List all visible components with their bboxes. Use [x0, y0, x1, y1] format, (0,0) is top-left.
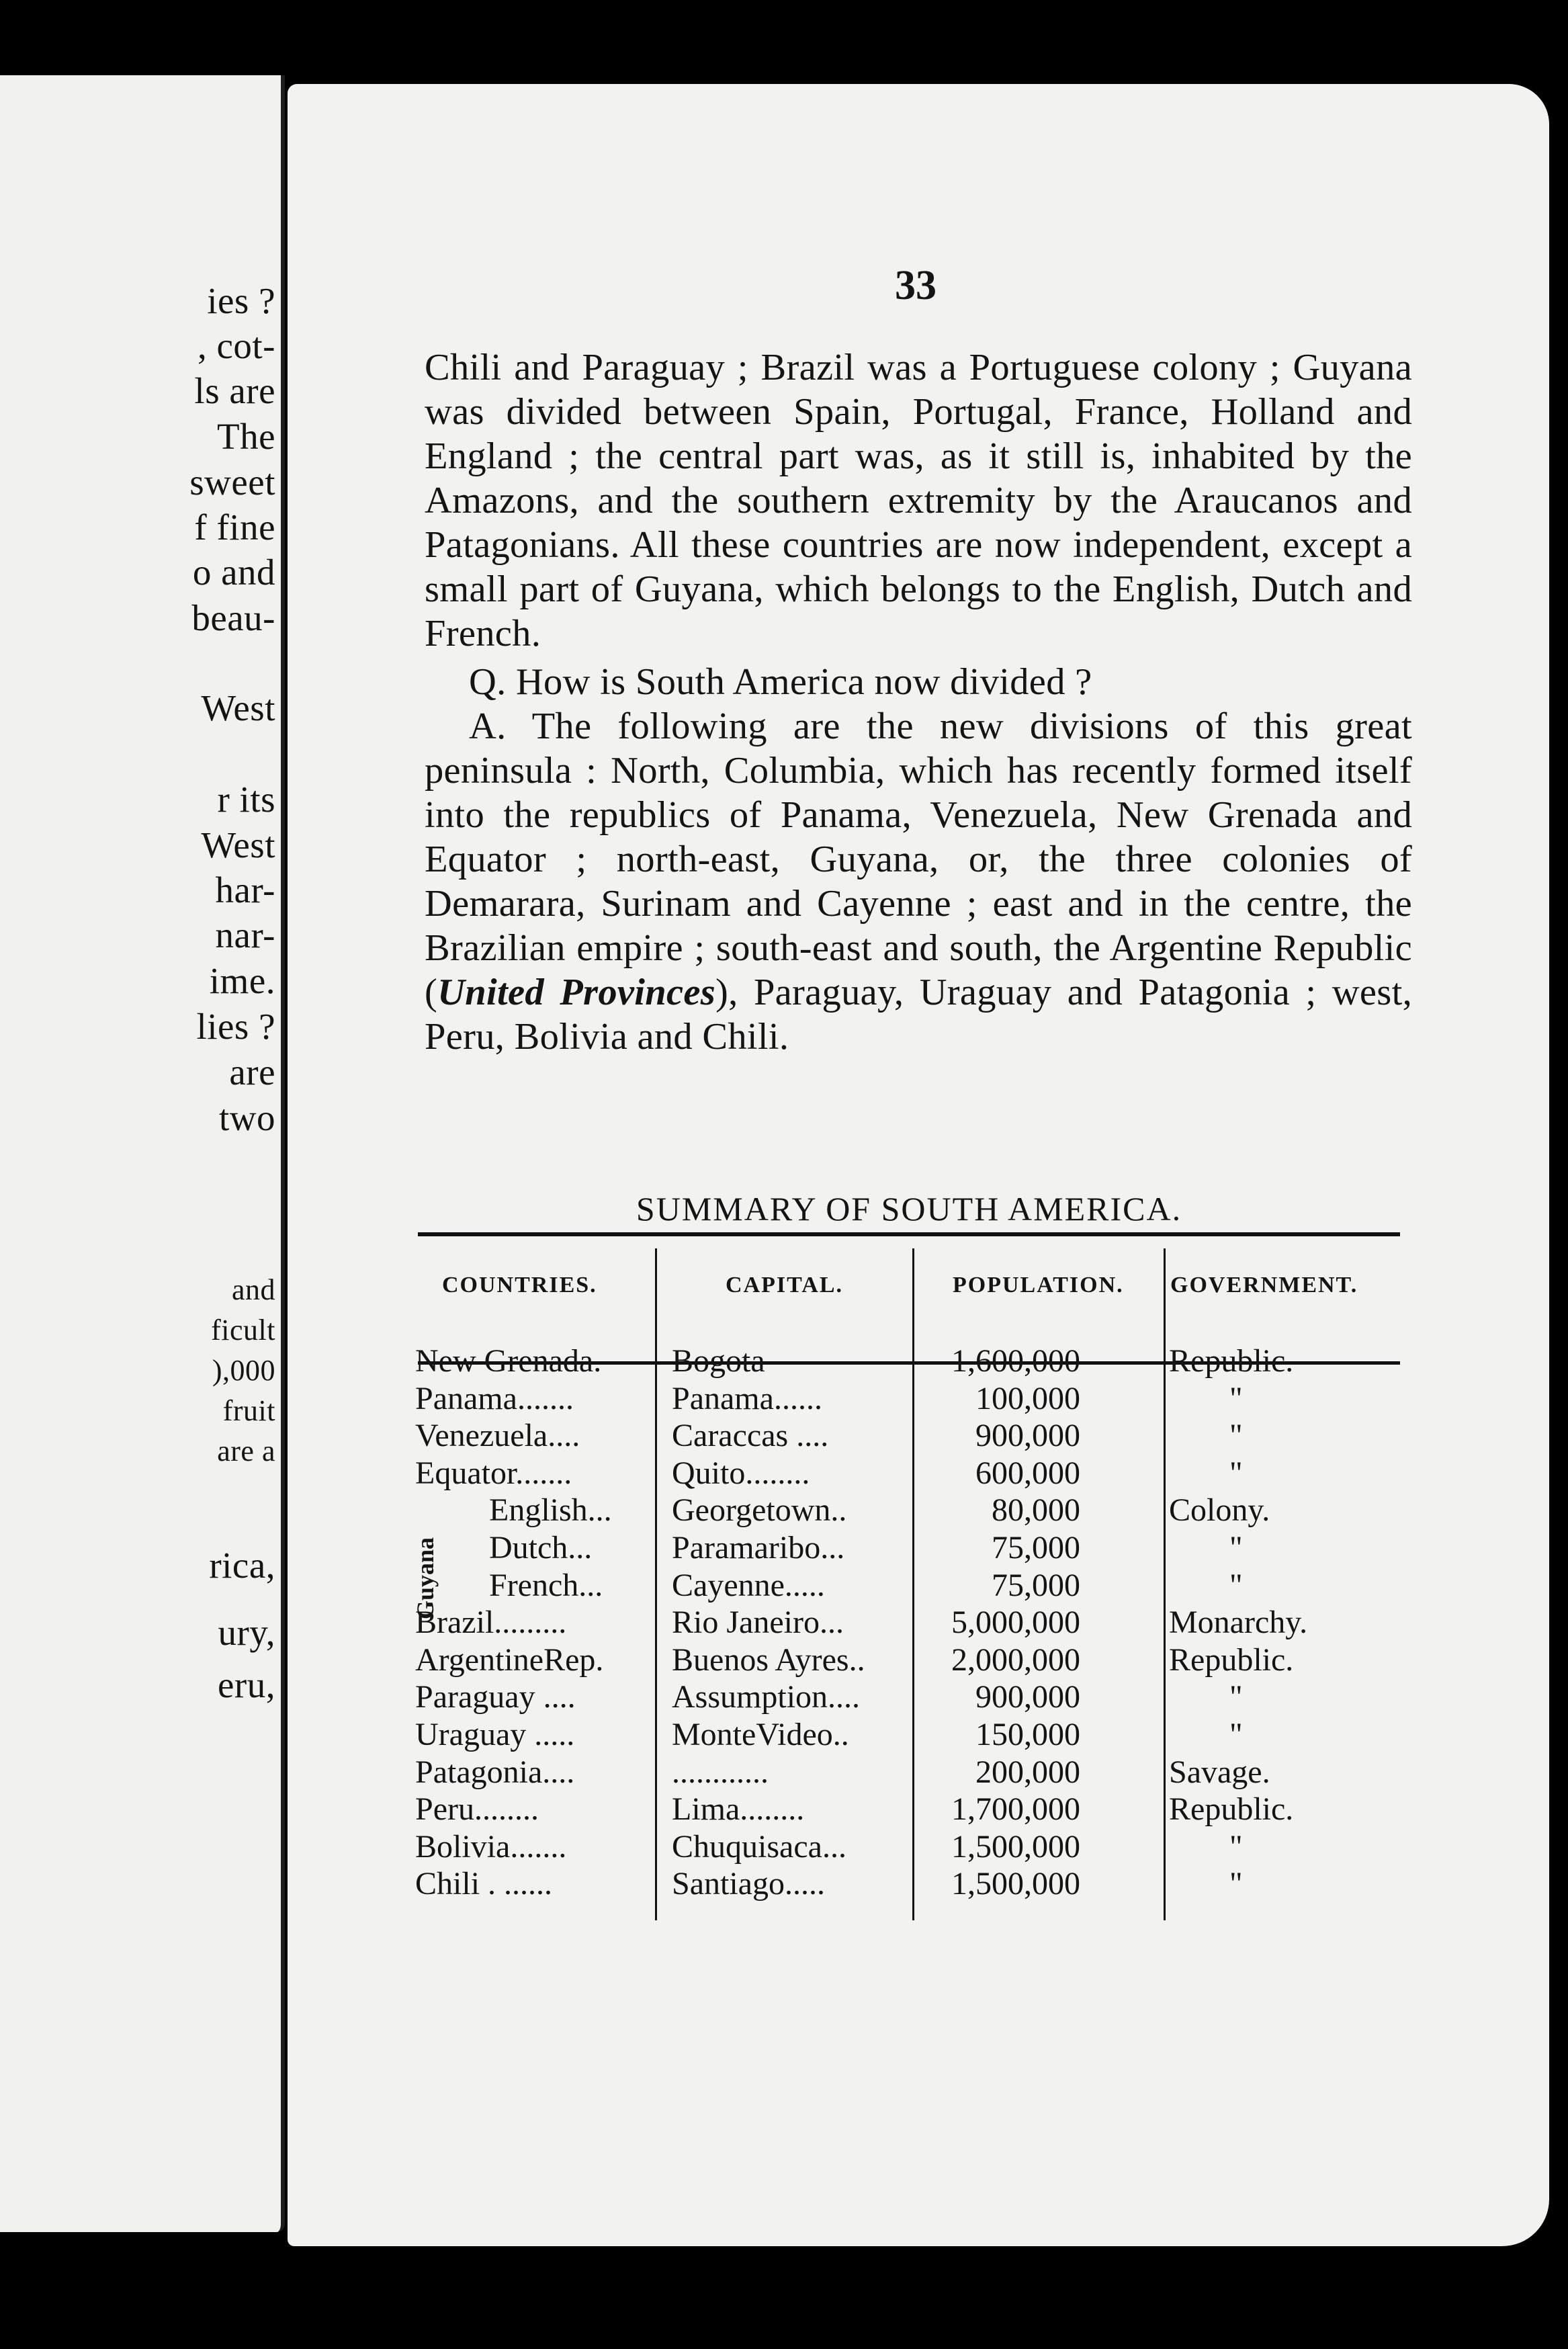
table-row	[415, 1678, 1405, 1716]
answer	[425, 704, 1412, 1059]
cell-country: Dutch...	[489, 1530, 593, 1566]
cell-capital: Buenos Ayres..	[672, 1641, 865, 1678]
cell-government: Monarchy.	[1169, 1605, 1308, 1641]
table-row	[415, 1754, 1405, 1791]
cell-country: Paraguay ....	[415, 1679, 576, 1715]
cell-government: Colony.	[1169, 1492, 1270, 1529]
cell-capital: Santiago.....	[672, 1866, 825, 1902]
left-page-fragment: ),000	[212, 1354, 275, 1387]
cell-capital: Lima........	[672, 1791, 805, 1828]
left-page-fragment: rica,	[209, 1545, 275, 1586]
cell-population: 100,000	[975, 1380, 1080, 1416]
cell-capital: Paramaribo...	[672, 1530, 845, 1566]
cell-population: 900,000	[975, 1418, 1080, 1454]
cell-government: "	[1229, 1380, 1243, 1416]
cell-population: 75,000	[992, 1530, 1080, 1566]
cell-population: 600,000	[975, 1455, 1080, 1491]
table-row	[415, 1791, 1405, 1828]
table-row	[415, 1865, 1405, 1903]
cell-government: Republic.	[1169, 1791, 1294, 1828]
left-page-fragment: o and	[192, 552, 275, 593]
cell-population: 1,500,000	[951, 1866, 1080, 1902]
left-page-fragment: two	[219, 1097, 275, 1138]
left-page-fragment: West	[201, 687, 275, 728]
left-page-fragment: ury,	[218, 1612, 275, 1653]
summary-title: SUMMARY OF SOUTH AMERICA.	[636, 1190, 1182, 1228]
left-page-fragment: , cot-	[197, 325, 275, 366]
cell-capital: Bogota	[672, 1343, 765, 1379]
header-countries: COUNTRIES.	[442, 1273, 597, 1297]
left-page-fragment: r its	[217, 779, 275, 820]
cell-country: Peru........	[415, 1791, 539, 1828]
header-government: GOVERNMENT.	[1170, 1273, 1358, 1297]
cell-country: Panama.......	[415, 1380, 574, 1416]
left-page-fragment: ficult	[211, 1314, 275, 1347]
cell-capital: Quito........	[672, 1455, 810, 1491]
table-row	[415, 1716, 1405, 1754]
cell-country: Chili . ......	[415, 1866, 553, 1902]
cell-capital: Caraccas ....	[672, 1418, 829, 1454]
cell-capital: Rio Janeiro...	[672, 1605, 844, 1641]
left-page-fragment: The	[216, 416, 275, 457]
answer-text: A. The following are the new divisions of this great peninsula : North, Columbia, which has recently formed itself into the republics of Panama, Venezuela, New Grenada and Equator ; north-east, Guyana, or, the three colonies of Demarara, Surinam and Cayenne ; east and in the centre, the Brazilian empire ; south-east and south, the Argentine Republic (	[425, 706, 1412, 1013]
cell-country: Uraguay .....	[415, 1717, 575, 1752]
cell-population: 150,000	[975, 1717, 1080, 1752]
cell-country: Bolivia.......	[415, 1828, 567, 1865]
cell-government: "	[1229, 1679, 1243, 1715]
cell-country: English...	[489, 1492, 612, 1529]
answer-text-end: ), Paraguay, Uraguay and Patagonia ; west, Peru, Bolivia and Chili.	[425, 972, 1412, 1058]
table-row	[415, 1828, 1405, 1866]
cell-population: 80,000	[992, 1492, 1080, 1529]
left-page-fragment: sweet	[189, 462, 275, 503]
table-row	[415, 1455, 1405, 1492]
cell-government: "	[1229, 1828, 1243, 1865]
header-capital: CAPITAL.	[726, 1273, 843, 1297]
cell-capital: Georgetown..	[672, 1492, 847, 1529]
left-page-fragment: lies ?	[196, 1006, 275, 1047]
table-row	[415, 1529, 1405, 1567]
cell-government: "	[1229, 1717, 1243, 1752]
cell-government: Republic.	[1169, 1343, 1294, 1379]
cell-population: 75,000	[992, 1567, 1080, 1603]
cell-country: ArgentineRep.	[415, 1641, 604, 1678]
page-number: 33	[895, 263, 937, 308]
left-page-fragment: ls are	[194, 370, 275, 411]
left-page-fragment: nar-	[215, 914, 275, 955]
cell-population: 200,000	[975, 1754, 1080, 1790]
cell-capital: MonteVideo..	[672, 1717, 849, 1752]
cell-government: "	[1229, 1455, 1243, 1491]
cell-population: 5,000,000	[951, 1605, 1080, 1641]
cell-capital: Panama......	[672, 1380, 822, 1416]
table-row	[415, 1492, 1405, 1529]
body-text	[425, 345, 1412, 1059]
left-page-fragment: ime.	[209, 960, 275, 1001]
left-page-fragment: beau-	[191, 597, 275, 638]
header-population: POPULATION.	[953, 1273, 1124, 1297]
table-row	[415, 1380, 1405, 1418]
cell-country: Venezuela....	[415, 1418, 580, 1454]
left-page-fragment: eru,	[218, 1664, 275, 1705]
cell-country: Brazil.........	[415, 1605, 567, 1641]
cell-population: 1,700,000	[951, 1791, 1080, 1828]
left-page-fragment: are a	[217, 1435, 275, 1467]
table-row	[415, 1604, 1405, 1641]
table-row	[415, 1641, 1405, 1679]
answer-italic: United Provinces	[437, 972, 716, 1013]
cell-capital: ............	[672, 1754, 769, 1790]
cell-country: New Grenada.	[415, 1343, 602, 1379]
left-page	[0, 75, 285, 2232]
left-page-text-fragments	[0, 75, 281, 2232]
paragraph-1: Chili and Paraguay ; Brazil was a Portuguese colony ; Guyana was divided between Spain, Portugal, France, Holland and England ; the central part was, as it still is, inhabited by the Amazons, and the southern extremity by the Araucanos and Patagonians. All these countries are now independent, except a small part of Guyana, which belongs to the English, Dutch and French.	[425, 347, 1412, 654]
cell-government: Republic.	[1169, 1641, 1294, 1678]
left-page-fragment: and	[231, 1273, 275, 1306]
cell-country: Patagonia....	[415, 1754, 575, 1790]
left-page-fragment: har-	[215, 869, 275, 910]
table-row	[415, 1342, 1405, 1380]
cell-capital: Chuquisaca...	[672, 1828, 846, 1865]
cell-government: Savage.	[1169, 1754, 1270, 1790]
cell-government: "	[1229, 1567, 1243, 1603]
question: Q. How is South America now divided ?	[469, 661, 1092, 703]
cell-country: French...	[489, 1567, 603, 1603]
left-page-fragment: ies ?	[207, 280, 275, 321]
table-row	[415, 1417, 1405, 1455]
cell-population: 900,000	[975, 1679, 1080, 1715]
cell-population: 1,500,000	[951, 1828, 1080, 1865]
table-top-rule	[418, 1232, 1400, 1236]
cell-government: "	[1229, 1418, 1243, 1454]
left-page-fragment: f fine	[194, 507, 275, 548]
cell-population: 1,600,000	[951, 1343, 1080, 1379]
left-page-fragment: West	[201, 824, 275, 865]
guyana-label: Guyana	[412, 1537, 439, 1619]
table-row	[415, 1567, 1405, 1605]
cell-country: Equator.......	[415, 1455, 572, 1491]
cell-capital: Cayenne.....	[672, 1567, 825, 1603]
cell-capital: Assumption....	[672, 1679, 861, 1715]
left-page-fragment: are	[229, 1052, 275, 1093]
cell-government: "	[1229, 1530, 1243, 1566]
cell-population: 2,000,000	[951, 1641, 1080, 1678]
cell-government: "	[1229, 1866, 1243, 1902]
left-page-fragment: fruit	[222, 1394, 275, 1427]
